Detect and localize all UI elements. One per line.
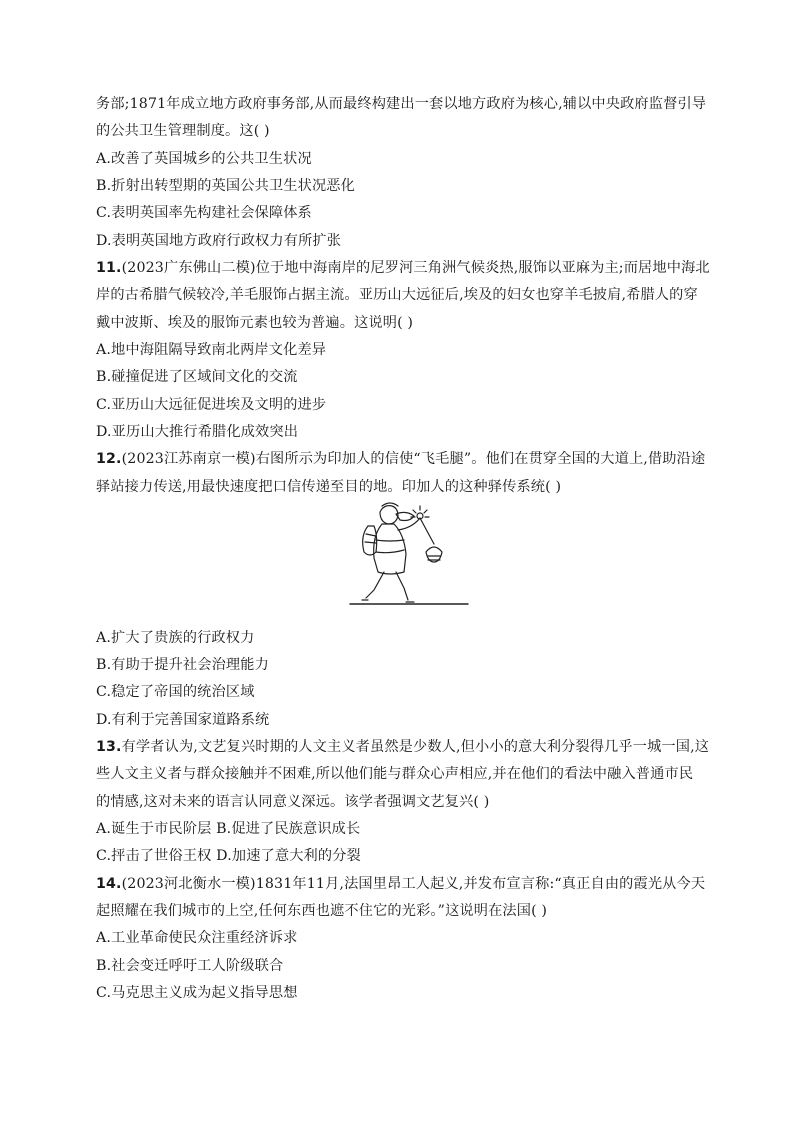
q12-stem-text-1: (2023江苏南京一模)右图所示为印加人的信使“飞毛腿”。他们在贯穿全国的大道上,借助沿途 [121, 451, 706, 467]
q10-option-b: B.折射出转型期的英国公共卫生状况恶化 [96, 178, 355, 194]
q10-option-a: A.改善了英国城乡的公共卫生状况 [96, 151, 312, 167]
q12-stem-line-2: 驿站接力传送,用最快速度把口信传递至目的地。印加人的这种驿传系统( ) [96, 479, 562, 495]
q13-stem-line-1 [96, 737, 709, 757]
q12-number: 12. [96, 451, 122, 467]
q11-stem-line-1 [96, 258, 710, 278]
q10-stem-line-1: 务部;1871年成立地方政府事务部,从而最终构建出一套以地方政府为核心,辅以中央政府监督引导 [96, 96, 707, 112]
q11-number: 11. [96, 260, 122, 276]
q14-option-c: C.马克思主义成为起义指导思想 [96, 985, 298, 1001]
q10-option-d: D.表明英国地方政府行政权力有所扩张 [96, 233, 342, 249]
q12-option-a: A.扩大了贵族的行政权力 [96, 630, 255, 646]
q11-stem-line-2: 岸的古希腊气候较冷,羊毛服饰占据主流。亚历山大远征后,埃及的妇女也穿羊毛披肩,希腊人的穿 [96, 287, 698, 303]
q12-option-b: B.有助于提升社会治理能力 [96, 657, 269, 673]
q13-stem-line-3: 的情感,这对未来的语言认同意义深远。该学者强调文艺复兴( ) [96, 794, 490, 810]
q10-option-c: C.表明英国率先构建社会保障体系 [96, 205, 312, 221]
q14-number: 14. [96, 876, 122, 892]
q14-option-b: B.社会变迁呼吁工人阶级联合 [96, 958, 284, 974]
q10-stem-line-2: 的公共卫生管理制度。这( ) [96, 123, 270, 139]
q11-option-d: D.亚历山大推行希腊化成效突出 [96, 424, 299, 440]
q12-option-c: C.稳定了帝国的统治区域 [96, 684, 255, 700]
q13-stem-text-1: 有学者认为,文艺复兴时期的人文主义者虽然是少数人,但小小的意大利分裂得几乎一城一国,这 [121, 739, 710, 755]
q11-stem-line-3: 戴中波斯、埃及的服饰元素也较为普遍。这说明( ) [96, 315, 414, 331]
inca-messenger-illustration [346, 500, 472, 622]
q14-option-a: A.工业革命使民众注重经济诉求 [96, 930, 298, 946]
q11-stem-text-1: (2023广东佛山二模)位于地中海南岸的尼罗河三角洲气候炎热,服饰以亚麻为主;而居地中海北 [121, 260, 710, 276]
q12-stem-line-1 [96, 449, 705, 469]
q12-option-d: D.有利于完善国家道路系统 [96, 712, 270, 728]
q11-option-b: B.碰撞促进了区域间文化的交流 [96, 369, 298, 385]
q13-options-cd: C.抨击了世俗王权 D.加速了意大利的分裂 [96, 848, 361, 864]
q13-stem-line-2: 些人文主义者与群众接触并不困难,所以他们能与群众心声相应,并在他们的看法中融入普通市民 [96, 766, 694, 782]
q11-option-c: C.亚历山大远征促进埃及文明的进步 [96, 397, 327, 413]
q14-stem-line-1 [96, 874, 705, 894]
q13-number: 13. [96, 739, 122, 755]
q14-stem-text-1: (2023河北衡水一模)1831年11月,法国里昂工人起义,并发布宣言称:“真正自由的霞光从今天 [121, 876, 706, 892]
q14-stem-line-2: 起照耀在我们城市的上空,任何东西也遮不住它的光彩。”这说明在法国( ) [96, 903, 548, 919]
q13-options-ab: A.诞生于市民阶层 B.促进了民族意识成长 [96, 821, 361, 837]
q11-option-a: A.地中海阻隔导致南北两岸文化差异 [96, 342, 327, 358]
